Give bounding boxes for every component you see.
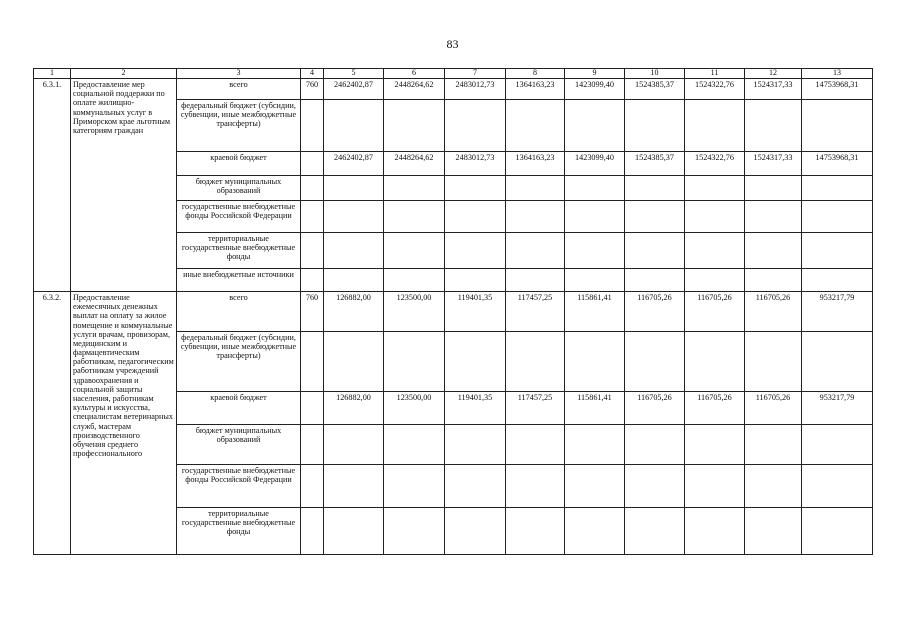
column-header-row	[34, 69, 873, 79]
value-cell-col-5	[324, 99, 384, 151]
column-header-8: 8	[506, 69, 565, 79]
budget-table-body	[34, 69, 873, 555]
value-cell-col-6: 2448264,62	[384, 78, 445, 99]
value-cell-col-7	[445, 175, 506, 200]
column-header-4: 4	[301, 69, 324, 79]
value-cell-col-6	[384, 464, 445, 507]
value-cell-col-12	[745, 464, 802, 507]
value-cell-col-9	[565, 200, 625, 232]
column-header-7: 7	[445, 69, 506, 79]
value-cell-col-6	[384, 232, 445, 268]
value-cell-col-10: 116705,26	[625, 391, 685, 424]
value-cell-col-11	[685, 424, 745, 464]
budget-code	[301, 232, 324, 268]
funding-source: федеральный бюджет (субсидии, субвенции, иные межбюджетные трансферты)	[177, 331, 301, 391]
table-row	[34, 291, 873, 331]
value-cell-col-10	[625, 507, 685, 554]
value-cell-col-9: 115861,41	[565, 391, 625, 424]
value-cell-col-5	[324, 331, 384, 391]
value-cell-col-6	[384, 175, 445, 200]
funding-source: краевой бюджет	[177, 391, 301, 424]
value-cell-col-11: 1524322,76	[685, 78, 745, 99]
value-cell-col-10: 1524385,37	[625, 151, 685, 175]
funding-source: бюджет муниципальных образований	[177, 424, 301, 464]
value-cell-col-5: 2462402,87	[324, 151, 384, 175]
value-cell-col-8	[506, 99, 565, 151]
value-cell-col-13: 14753968,31	[802, 78, 873, 99]
column-header-3: 3	[177, 69, 301, 79]
value-cell-col-7	[445, 232, 506, 268]
value-cell-col-7	[445, 200, 506, 232]
value-cell-col-11	[685, 507, 745, 554]
value-cell-col-8	[506, 331, 565, 391]
funding-source: всего	[177, 78, 301, 99]
value-cell-col-13: 14753968,31	[802, 151, 873, 175]
value-cell-col-7	[445, 268, 506, 291]
value-cell-col-11	[685, 464, 745, 507]
value-cell-col-13	[802, 99, 873, 151]
column-header-9: 9	[565, 69, 625, 79]
value-cell-col-11	[685, 200, 745, 232]
funding-source: территориальные государственные внебюджетные фонды	[177, 232, 301, 268]
value-cell-col-13	[802, 268, 873, 291]
value-cell-col-12	[745, 200, 802, 232]
page-number: 83	[446, 37, 459, 51]
value-cell-col-13	[802, 175, 873, 200]
value-cell-col-9	[565, 331, 625, 391]
column-header-1: 1	[34, 69, 71, 79]
value-cell-col-5: 126882,00	[324, 291, 384, 331]
value-cell-col-8	[506, 200, 565, 232]
section-index: 6.3.1.	[34, 78, 71, 291]
budget-table	[33, 68, 873, 555]
value-cell-col-7	[445, 99, 506, 151]
value-cell-col-10	[625, 200, 685, 232]
value-cell-col-11: 116705,26	[685, 291, 745, 331]
value-cell-col-7: 2483012,73	[445, 78, 506, 99]
value-cell-col-13	[802, 200, 873, 232]
value-cell-col-6	[384, 99, 445, 151]
value-cell-col-8	[506, 507, 565, 554]
value-cell-col-7: 119401,35	[445, 391, 506, 424]
column-header-2: 2	[71, 69, 177, 79]
column-header-12: 12	[745, 69, 802, 79]
value-cell-col-11: 1524322,76	[685, 151, 745, 175]
value-cell-col-6	[384, 331, 445, 391]
value-cell-col-10	[625, 175, 685, 200]
value-cell-col-10	[625, 232, 685, 268]
value-cell-col-5	[324, 232, 384, 268]
value-cell-col-5: 2462402,87	[324, 78, 384, 99]
budget-code: 760	[301, 291, 324, 331]
value-cell-col-9	[565, 464, 625, 507]
budget-code	[301, 331, 324, 391]
value-cell-col-11	[685, 175, 745, 200]
budget-code	[301, 268, 324, 291]
column-header-13: 13	[802, 69, 873, 79]
budget-code	[301, 464, 324, 507]
value-cell-col-13	[802, 507, 873, 554]
funding-source: территориальные государственные внебюджетные фонды	[177, 507, 301, 554]
value-cell-col-9	[565, 175, 625, 200]
value-cell-col-8: 117457,25	[506, 291, 565, 331]
value-cell-col-11	[685, 99, 745, 151]
value-cell-col-10: 1524385,37	[625, 78, 685, 99]
funding-source: бюджет муниципальных образований	[177, 175, 301, 200]
value-cell-col-7	[445, 331, 506, 391]
value-cell-col-7: 2483012,73	[445, 151, 506, 175]
value-cell-col-9: 115861,41	[565, 291, 625, 331]
value-cell-col-13	[802, 464, 873, 507]
value-cell-col-11: 116705,26	[685, 391, 745, 424]
section-description: Предоставление ежемесячных денежных выплат на оплату за жилое помещение и коммунальные услуги врачам, провизорам, медицинским и фармацевтическим работникам, педагогическим работникам учреждений здравоохранения и социальной защиты населения, работникам культуры и искусства, специалистам ветеринарных служб, мастерам производственного обучения среднего профессионального	[71, 291, 177, 554]
value-cell-col-5: 126882,00	[324, 391, 384, 424]
value-cell-col-8	[506, 175, 565, 200]
value-cell-col-5	[324, 200, 384, 232]
value-cell-col-8	[506, 464, 565, 507]
budget-code	[301, 424, 324, 464]
value-cell-col-10	[625, 331, 685, 391]
value-cell-col-8	[506, 232, 565, 268]
value-cell-col-12: 116705,26	[745, 291, 802, 331]
funding-source: иные внебюджетные источники	[177, 268, 301, 291]
table-row	[34, 78, 873, 99]
value-cell-col-6	[384, 507, 445, 554]
value-cell-col-13: 953217,79	[802, 391, 873, 424]
value-cell-col-9	[565, 99, 625, 151]
value-cell-col-5	[324, 464, 384, 507]
value-cell-col-5	[324, 175, 384, 200]
funding-source: государственные внебюджетные фонды Российской Федерации	[177, 200, 301, 232]
value-cell-col-5	[324, 268, 384, 291]
value-cell-col-10	[625, 464, 685, 507]
funding-source: краевой бюджет	[177, 151, 301, 175]
value-cell-col-7	[445, 424, 506, 464]
value-cell-col-13	[802, 232, 873, 268]
column-header-10: 10	[625, 69, 685, 79]
budget-code: 760	[301, 78, 324, 99]
value-cell-col-12: 1524317,33	[745, 151, 802, 175]
funding-source: государственные внебюджетные фонды Российской Федерации	[177, 464, 301, 507]
budget-code	[301, 200, 324, 232]
value-cell-col-11	[685, 331, 745, 391]
value-cell-col-12	[745, 232, 802, 268]
value-cell-col-6: 123500,00	[384, 291, 445, 331]
value-cell-col-10	[625, 99, 685, 151]
value-cell-col-9: 1423099,40	[565, 78, 625, 99]
value-cell-col-8	[506, 268, 565, 291]
value-cell-col-12	[745, 507, 802, 554]
value-cell-col-10	[625, 424, 685, 464]
section-description: Предоставление мер социальной поддержки по оплате жилищно-коммунальных услуг в Приморском крае льготным категориям граждан	[71, 78, 177, 291]
value-cell-col-7: 119401,35	[445, 291, 506, 331]
value-cell-col-12	[745, 99, 802, 151]
value-cell-col-10	[625, 268, 685, 291]
value-cell-col-9: 1423099,40	[565, 151, 625, 175]
value-cell-col-7	[445, 464, 506, 507]
value-cell-col-8	[506, 424, 565, 464]
value-cell-col-6: 123500,00	[384, 391, 445, 424]
value-cell-col-12	[745, 268, 802, 291]
value-cell-col-9	[565, 268, 625, 291]
value-cell-col-12	[745, 175, 802, 200]
value-cell-col-13	[802, 424, 873, 464]
value-cell-col-6	[384, 424, 445, 464]
value-cell-col-9	[565, 424, 625, 464]
value-cell-col-5	[324, 507, 384, 554]
value-cell-col-12	[745, 424, 802, 464]
column-header-6: 6	[384, 69, 445, 79]
funding-source: всего	[177, 291, 301, 331]
budget-code	[301, 507, 324, 554]
value-cell-col-8: 1364163,23	[506, 78, 565, 99]
value-cell-col-5	[324, 424, 384, 464]
value-cell-col-8: 117457,25	[506, 391, 565, 424]
value-cell-col-13	[802, 331, 873, 391]
value-cell-col-6	[384, 268, 445, 291]
column-header-11: 11	[685, 69, 745, 79]
value-cell-col-10: 116705,26	[625, 291, 685, 331]
value-cell-col-8: 1364163,23	[506, 151, 565, 175]
value-cell-col-12: 1524317,33	[745, 78, 802, 99]
budget-code	[301, 151, 324, 175]
value-cell-col-7	[445, 507, 506, 554]
column-header-5: 5	[324, 69, 384, 79]
value-cell-col-11	[685, 268, 745, 291]
value-cell-col-11	[685, 232, 745, 268]
value-cell-col-12: 116705,26	[745, 391, 802, 424]
funding-source: федеральный бюджет (субсидии, субвенции, иные межбюджетные трансферты)	[177, 99, 301, 151]
section-index: 6.3.2.	[34, 291, 71, 554]
budget-code	[301, 99, 324, 151]
budget-code	[301, 391, 324, 424]
value-cell-col-9	[565, 232, 625, 268]
value-cell-col-6	[384, 200, 445, 232]
budget-code	[301, 175, 324, 200]
value-cell-col-13: 953217,79	[802, 291, 873, 331]
value-cell-col-9	[565, 507, 625, 554]
value-cell-col-6: 2448264,62	[384, 151, 445, 175]
value-cell-col-12	[745, 331, 802, 391]
